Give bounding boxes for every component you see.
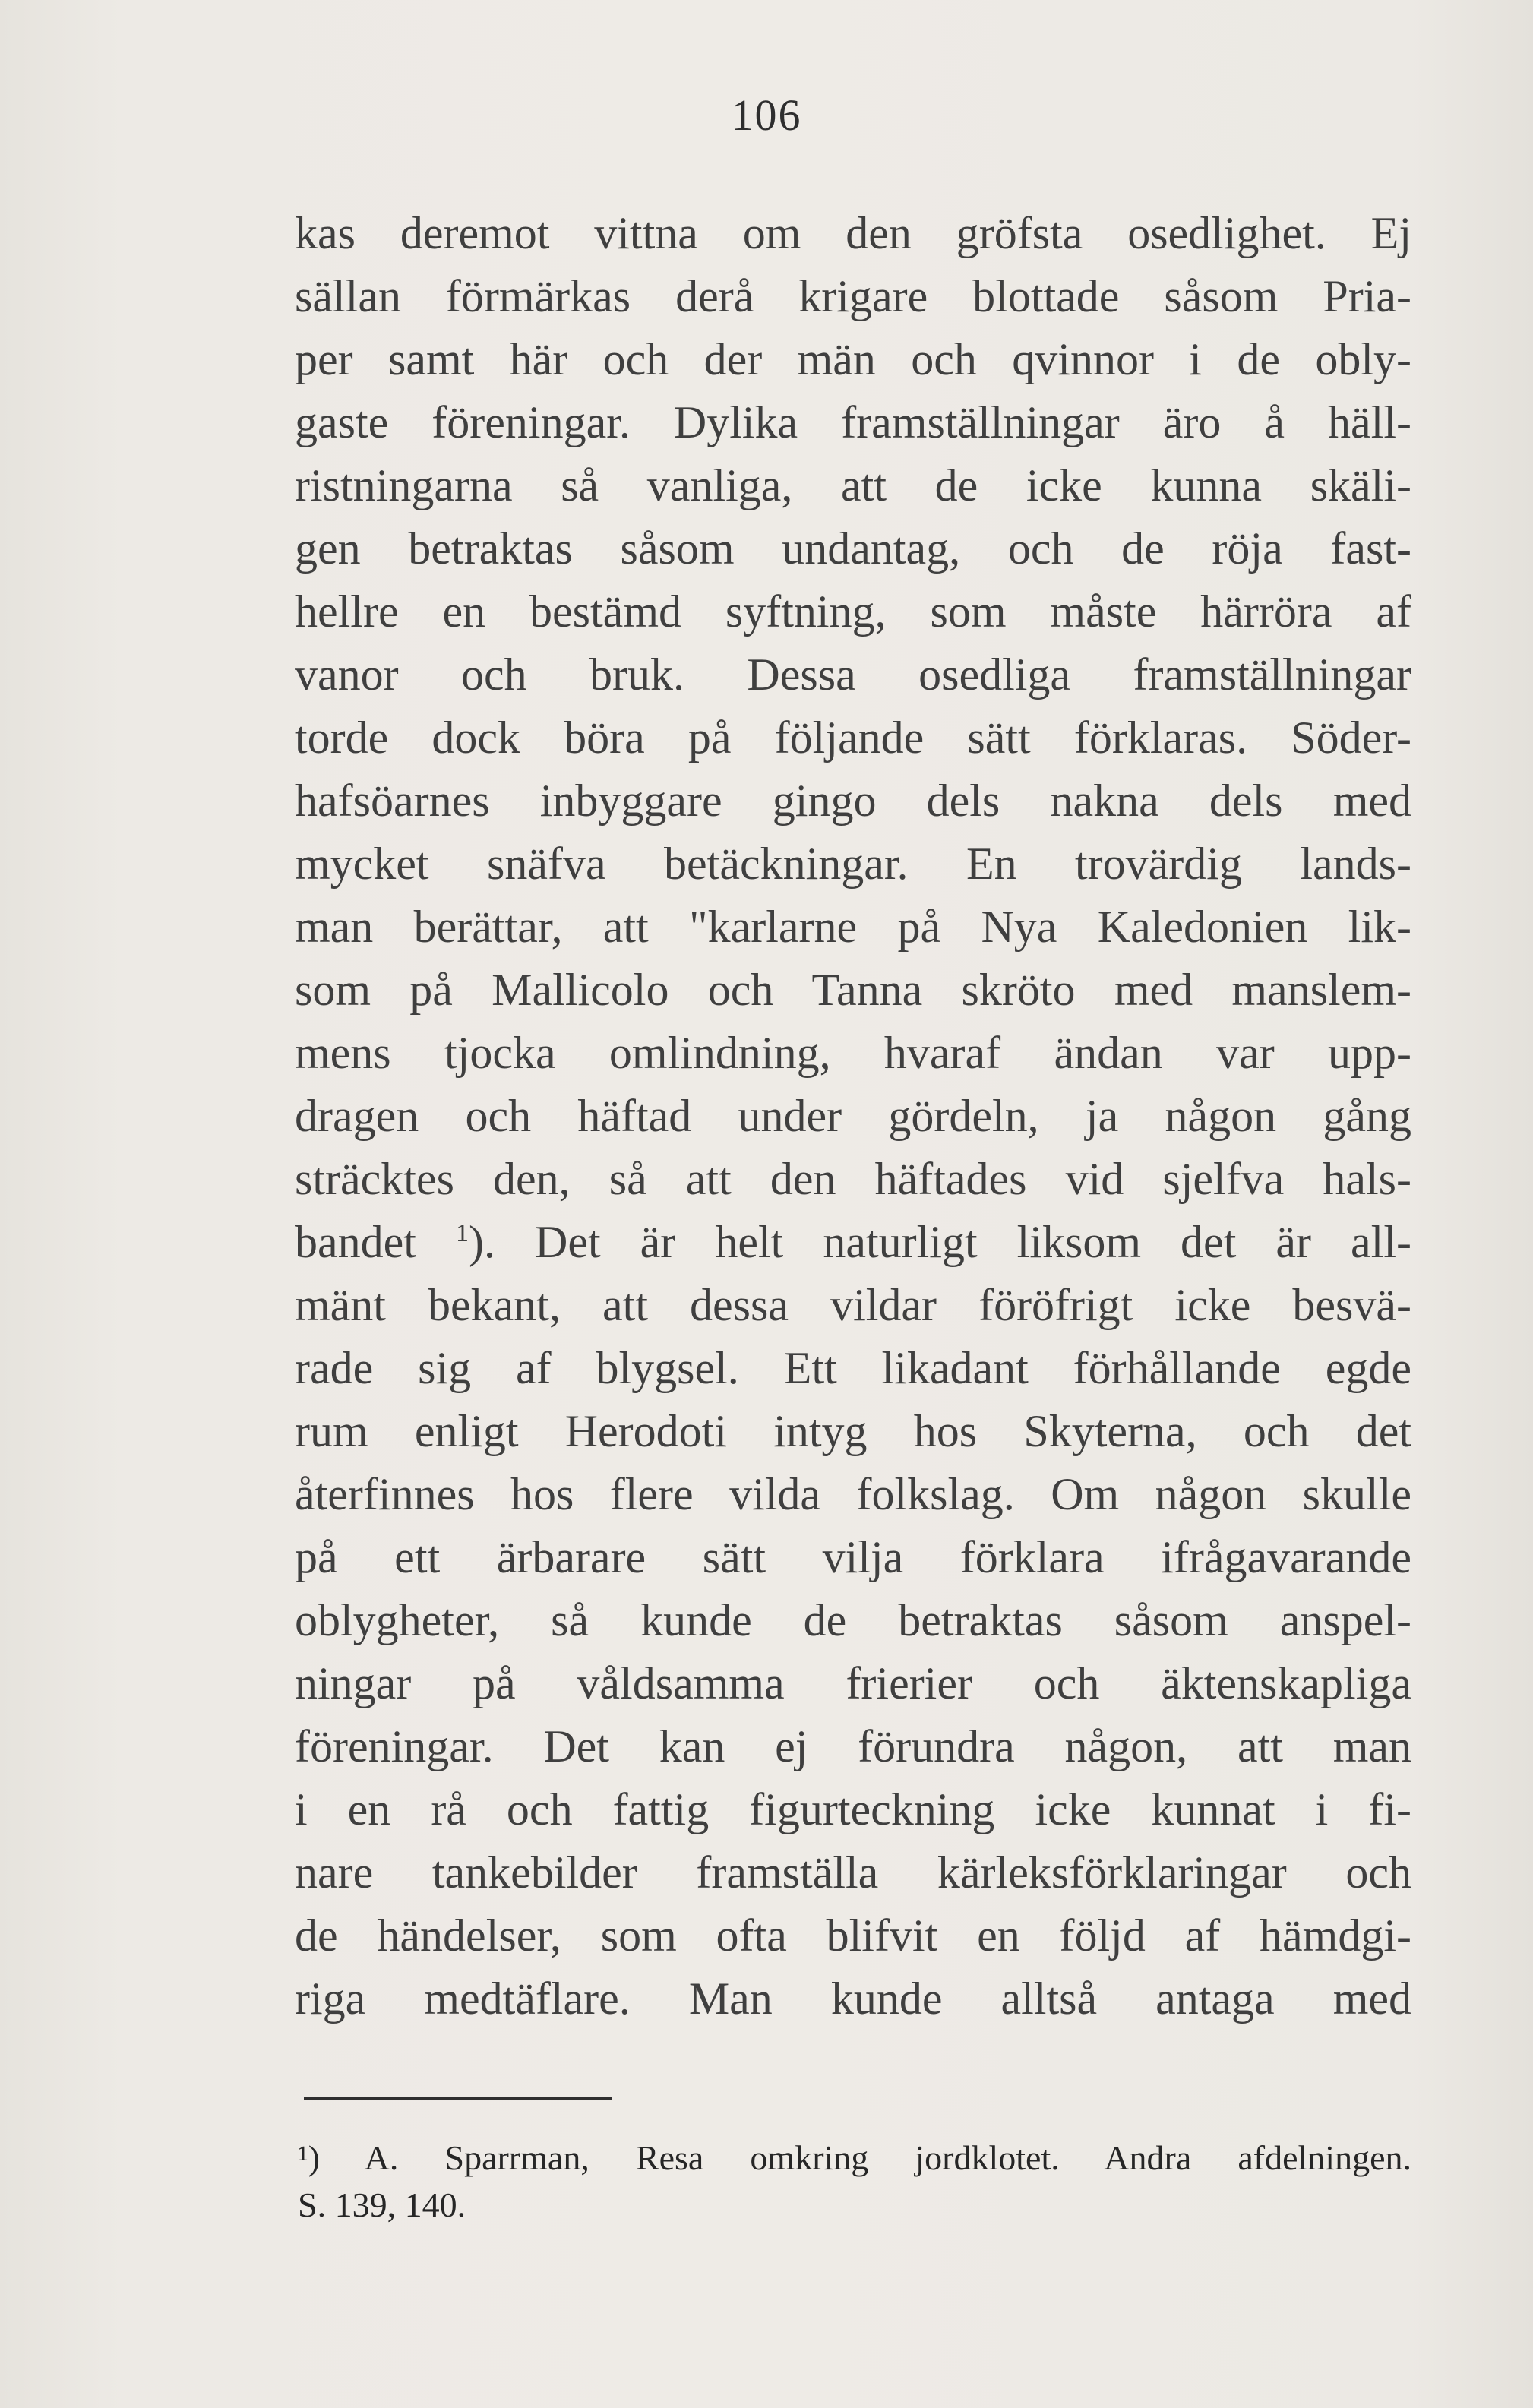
text-line: vanor och bruk. Dessa osedliga framställningar xyxy=(295,649,1411,700)
text-line: hellre en bestämd syftning, som måste härröra af xyxy=(295,586,1411,637)
text-line: rum enligt Herodoti intyg hos Skyterna, och det xyxy=(295,1406,1411,1456)
text-line: mycket snäfva betäckningar. En trovärdig lands- xyxy=(295,839,1411,889)
text-line: som på Mallicolo och Tanna skröto med manslem- xyxy=(295,965,1411,1015)
page-number: 106 xyxy=(731,90,802,140)
footnote-reference: 1 xyxy=(455,1219,469,1247)
text-line: mänt bekant, att dessa vildar föröfrigt icke besvä- xyxy=(295,1280,1411,1330)
text-line: på ett ärbarare sätt vilja förklara ifrågavarande xyxy=(295,1532,1411,1582)
text-line: mens tjocka omlindning, hvaraf ändan var upp- xyxy=(295,1028,1411,1078)
footnote-text: ) A. Sparrman, Resa omkring jordklotet. Andra afdelningen. xyxy=(308,2138,1411,2177)
text-line: nare tankebilder framställa kärleksförklaringar och xyxy=(295,1847,1411,1898)
text-line: rade sig af blygsel. Ett likadant förhållande egde xyxy=(295,1343,1411,1393)
text-fragment: bandet xyxy=(295,1217,416,1267)
text-line: sällan förmärkas derå krigare blottade såsom Pria- xyxy=(295,271,1411,321)
text-line: ristningarna så vanliga, att de icke kunna skäli- xyxy=(295,460,1411,510)
text-line: riga medtäflare. Man kunde alltså antaga med xyxy=(295,1973,1411,2024)
text-line: ningar på våldsamma frierier och äktenskapliga xyxy=(295,1658,1411,1708)
text-line: hafsöarnes inbyggare gingo dels nakna dels med xyxy=(295,776,1411,826)
text-line: gaste föreningar. Dylika framställningar äro å häll- xyxy=(295,397,1411,447)
footnote-divider xyxy=(304,2097,612,2100)
text-line: föreningar. Det kan ej förundra någon, att man xyxy=(295,1721,1411,1771)
text-line: sträcktes den, så att den häftades vid sjelfva hals- xyxy=(295,1154,1411,1204)
footnote-line: S. 139, 140. xyxy=(298,2185,466,2224)
footnote-line xyxy=(298,2135,1411,2182)
text-line: kas deremot vittna om den gröfsta osedlighet. Ej xyxy=(295,208,1411,258)
text-line: per samt här och der män och qvinnor i de obly- xyxy=(295,334,1411,384)
text-line: de händelser, som ofta blifvit en följd af hämdgi- xyxy=(295,1910,1411,1961)
text-line: dragen och häftad under gördeln, ja någon gång xyxy=(295,1091,1411,1141)
text-line: torde dock böra på följande sätt förklaras. Söder- xyxy=(295,713,1411,763)
text-line: i en rå och fattig figurteckning icke kunnat i fi- xyxy=(295,1784,1411,1834)
footnote xyxy=(298,2135,1411,2229)
text-line-with-footnote-ref xyxy=(295,1211,1411,1274)
text-line: gen betraktas såsom undantag, och de röja fast- xyxy=(295,523,1411,574)
text-line: man berättar, att "karlarne på Nya Kaledonien lik- xyxy=(295,902,1411,952)
text-line: återfinnes hos flere vilda folkslag. Om någon skulle xyxy=(295,1469,1411,1519)
text-fragment: ). Det är helt naturligt liksom det är all- xyxy=(468,1217,1411,1267)
text-line: oblygheter, så kunde de betraktas såsom anspel- xyxy=(295,1595,1411,1645)
body-text xyxy=(295,202,1411,2030)
footnote-marker: ¹ xyxy=(298,2138,308,2177)
